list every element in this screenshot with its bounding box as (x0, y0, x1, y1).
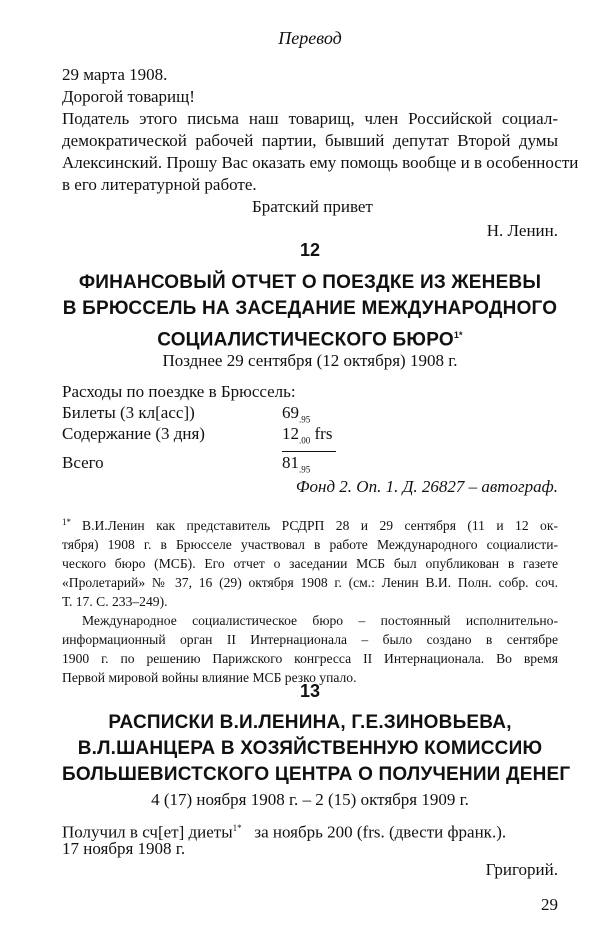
document-title-line: ФИНАНСОВЫЙ ОТЧЕТ О ПОЕЗДКЕ ИЗ ЖЕНЕВЫ (78, 272, 542, 293)
letter-closing: Братский привет (252, 197, 373, 216)
receipt-line: Получил в сч[ет] диеты$^{1*}$ за ноябрь 200 (frs. (двести франк.). (62, 822, 507, 842)
expenses-heading: Расходы по поездке в Брюссель: (62, 382, 296, 401)
document-title-line: СОЦИАЛИСТИЧЕСКОГО $БЮРО^{1*}$ (157, 329, 463, 351)
letter-signature: Н. Ленин. (486, 221, 558, 240)
footnote-ref: 1* (453, 330, 463, 340)
footnote-line: 1* В.И.Ленин как представитель РСДРП 28 и 29 сентября (11 и 12 ок- (62, 516, 558, 535)
expense-amount: $12_{.00}$ frs (282, 423, 336, 452)
letter-line: Податель этого письма наш товарищ, член Российской социал- (62, 109, 558, 128)
total-row (62, 452, 558, 474)
expense-row (62, 423, 558, 445)
receipt-signature: Григорий. (485, 860, 558, 879)
total-amount: $81_{.95}$ (282, 453, 311, 475)
footnote-ref: 1* (232, 823, 242, 833)
document-title-line: В БРЮССЕЛЬ НА ЗАСЕДАНИЕ МЕЖДУНАРОДНОГО (62, 298, 558, 319)
expense-label: Содержание (3 дня) (62, 424, 205, 443)
footnote-line: тября) 1908 г. в Брюсселе участвовал в работе Международного социалисти- (62, 537, 558, 552)
document-title-line: БОЛЬШЕВИСТСКОГО ЦЕНТРА О ПОЛУЧЕНИИ ДЕНЕГ (62, 764, 571, 785)
footnote-line: «Пролетарий» № 37, 16 (29) октября 1908 г. (см.: Ленин В.И. Полн. собр. соч. (62, 575, 558, 590)
letter-line: Алексинский. Прошу Вас оказать ему помощь вообще и в особенности (62, 153, 579, 172)
receipt-date: 17 ноября 1908 г. (62, 839, 186, 858)
running-header: Перевод (278, 28, 342, 48)
footnote-line: 1900 г. по решению Парижского конгресса II Интернационала. Во время (62, 651, 558, 666)
letter-line: в его литературной работе. (62, 175, 257, 194)
footnote-line: Т. 17. С. 233–249). (62, 594, 168, 609)
footnote-line: Международное социалистическое бюро – постоянный исполнительно- (82, 613, 558, 628)
document-number: 13 (299, 681, 321, 701)
expense-label: Билеты (3 кл[асс]) (62, 403, 195, 422)
page-number: 29 (541, 895, 558, 914)
expense-amount: $69_{.95}$ (282, 403, 311, 425)
document-title-line: РАСПИСКИ В.И.ЛЕНИНА, Г.Е.ЗИНОВЬЕВА, (108, 712, 512, 733)
expense-row (62, 402, 558, 424)
document-date: 4 (17) ноября 1908 г. – 2 (15) октября 1909 г. (151, 790, 469, 809)
footnote-line: информационный орган II Интернационала – было создано в сентябре (62, 632, 558, 647)
document-title-line: В.Л.ШАНЦЕРА В ХОЗЯЙСТВЕННУЮ КОМИССИЮ (77, 738, 543, 759)
footnote-mark: 1* (62, 517, 71, 527)
footnote-line: ческого бюро (МСБ). Его отчет о заседании МСБ был опубликован в газете (62, 556, 558, 571)
total-label: Всего (62, 453, 104, 472)
document-number: 12 (299, 240, 321, 260)
letter-greeting: Дорогой товарищ! (62, 87, 195, 106)
letter-line: демократической рабочей партии, бывший депутат Второй думы (62, 131, 558, 150)
letter-date: 29 марта 1908. (62, 65, 168, 84)
footnote-line: Первой мировой войны влияние МСБ резко упало. (62, 670, 357, 685)
document-date: Позднее 29 сентября (12 октября) 1908 г. (162, 351, 458, 370)
archive-reference: Фонд 2. Оп. 1. Д. 26827 – автограф. (295, 477, 558, 496)
